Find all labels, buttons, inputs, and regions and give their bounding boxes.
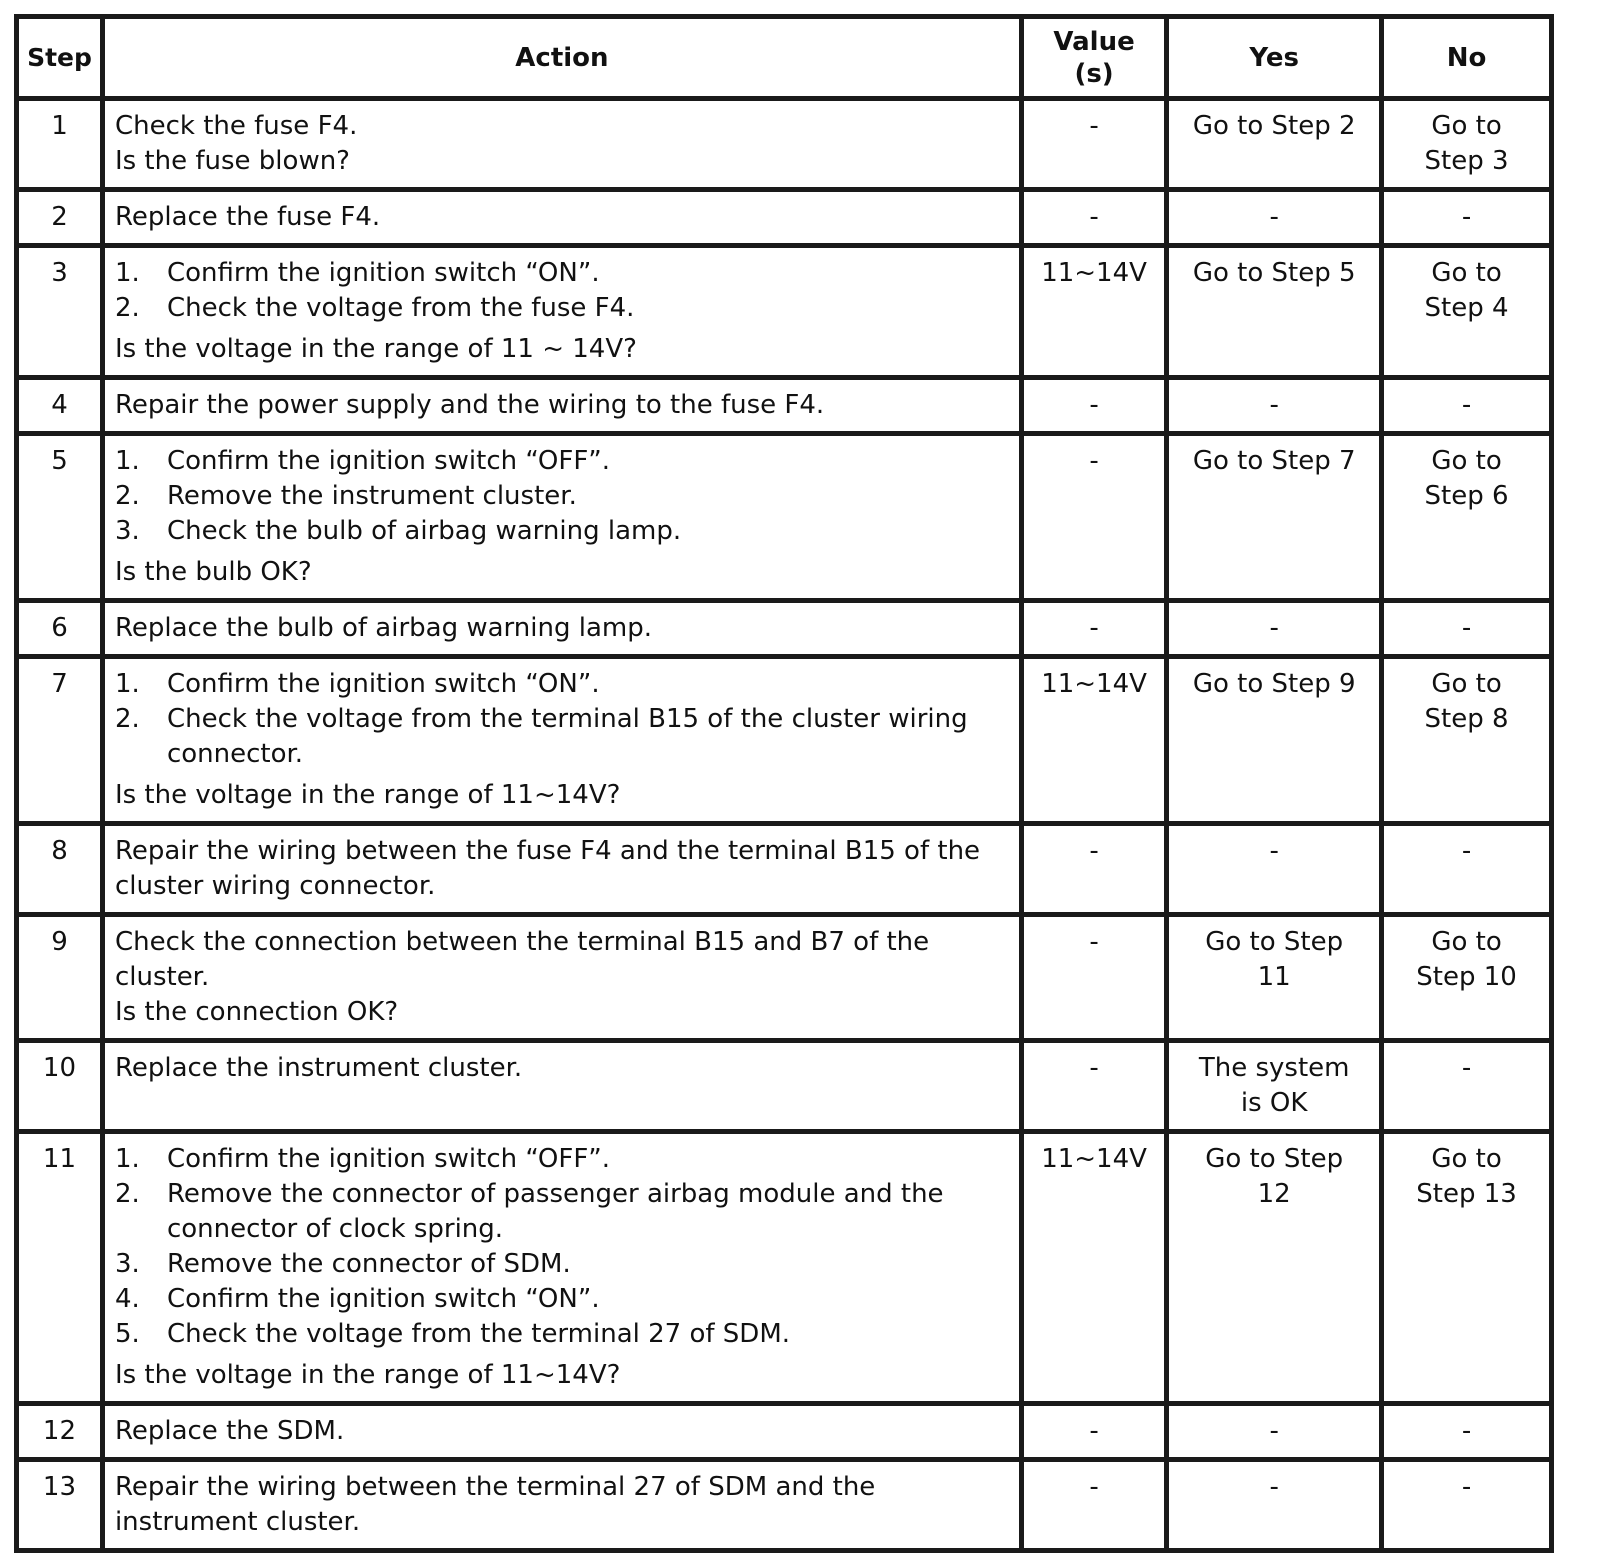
action-cell xyxy=(102,1404,1021,1460)
action-cell xyxy=(102,246,1021,378)
header-row xyxy=(17,17,1552,99)
action-step-number: 1. xyxy=(114,1144,140,1174)
action-step-text: Confirm the ignition switch “ON”. xyxy=(166,258,600,288)
step-number: 7 xyxy=(17,657,103,824)
step-number: 5 xyxy=(17,434,103,601)
action-step-number: 2. xyxy=(114,1179,140,1209)
action-step-item xyxy=(115,1282,1009,1317)
action-step-item xyxy=(115,1247,1009,1282)
action-step-item xyxy=(115,702,1009,772)
action-text: Repair the power supply and the wiring to the fuse F4. xyxy=(114,390,825,420)
header-yes: Yes xyxy=(1167,17,1382,99)
yes-cell: - xyxy=(1167,601,1382,657)
action-cell xyxy=(102,190,1021,246)
no-cell: - xyxy=(1382,1404,1552,1460)
table-body xyxy=(17,99,1552,1551)
value-cell: - xyxy=(1021,601,1166,657)
action-step-item xyxy=(115,479,1009,514)
yes-cell: Go to Step 5 xyxy=(1167,246,1382,378)
step-number: 12 xyxy=(17,1404,103,1460)
action-step-item xyxy=(115,1142,1009,1177)
action-step-number: 2. xyxy=(114,704,140,734)
action-step-item xyxy=(115,1317,1009,1352)
action-step-text: Check the voltage from the terminal 27 of SDM. xyxy=(166,1319,791,1349)
value-cell: 11~14V xyxy=(1021,657,1166,824)
action-text: Repair the wiring between the fuse F4 and the terminal B15 of the cluster wiring connector. xyxy=(114,836,981,901)
yes-cell: - xyxy=(1167,378,1382,434)
step-number: 11 xyxy=(17,1132,103,1404)
yes-cell: - xyxy=(1167,190,1382,246)
yes-cell: - xyxy=(1167,824,1382,915)
action-text: Replace the fuse F4. xyxy=(114,202,381,232)
action-steps xyxy=(115,256,1009,326)
value-cell: 11~14V xyxy=(1021,1132,1166,1404)
table-row xyxy=(17,657,1552,824)
yes-cell: The system is OK xyxy=(1167,1041,1382,1132)
action-text: Replace the SDM. xyxy=(114,1416,345,1446)
action-steps xyxy=(115,667,1009,772)
yes-cell: Go to Step 2 xyxy=(1167,99,1382,190)
step-number: 6 xyxy=(17,601,103,657)
action-text: Is the connection OK? xyxy=(114,997,399,1027)
no-cell: - xyxy=(1382,824,1552,915)
value-cell: - xyxy=(1021,190,1166,246)
action-step-text: Check the voltage from the terminal B15 of the cluster wiring connector. xyxy=(166,704,968,769)
header-step: Step xyxy=(17,17,103,99)
no-cell: Go to Step 3 xyxy=(1382,99,1552,190)
action-steps xyxy=(115,1142,1009,1352)
action-step-number: 5. xyxy=(114,1319,140,1349)
no-cell: Go to Step 13 xyxy=(1382,1132,1552,1404)
action-cell xyxy=(102,915,1021,1041)
value-cell: - xyxy=(1021,1404,1166,1460)
value-cell: - xyxy=(1021,915,1166,1041)
action-step-item xyxy=(115,1177,1009,1247)
header-no: No xyxy=(1382,17,1552,99)
action-step-text: Confirm the ignition switch “OFF”. xyxy=(166,1144,611,1174)
step-number: 10 xyxy=(17,1041,103,1132)
no-cell: Go to Step 10 xyxy=(1382,915,1552,1041)
action-question: Is the voltage in the range of 11~14V? xyxy=(114,1360,621,1390)
no-cell: - xyxy=(1382,190,1552,246)
table-row xyxy=(17,601,1552,657)
step-number: 3 xyxy=(17,246,103,378)
action-step-number: 3. xyxy=(114,1249,140,1279)
action-step-item xyxy=(115,256,1009,291)
action-cell xyxy=(102,1132,1021,1404)
action-step-item xyxy=(115,291,1009,326)
action-step-text: Confirm the ignition switch “OFF”. xyxy=(166,446,611,476)
action-step-text: Remove the connector of SDM. xyxy=(166,1249,571,1279)
action-step-number: 1. xyxy=(114,446,140,476)
step-number: 13 xyxy=(17,1460,103,1551)
action-step-number: 1. xyxy=(114,669,140,699)
value-cell: 11~14V xyxy=(1021,246,1166,378)
yes-cell: - xyxy=(1167,1460,1382,1551)
no-cell: - xyxy=(1382,1041,1552,1132)
action-question: Is the voltage in the range of 11~14V? xyxy=(114,780,621,810)
action-step-text: Confirm the ignition switch “ON”. xyxy=(166,669,600,699)
table-row xyxy=(17,434,1552,601)
action-text: Check the fuse F4. xyxy=(114,111,358,141)
step-number: 2 xyxy=(17,190,103,246)
action-text: Replace the bulb of airbag warning lamp. xyxy=(114,613,652,643)
table-row xyxy=(17,1404,1552,1460)
table-row xyxy=(17,99,1552,190)
action-text: Replace the instrument cluster. xyxy=(114,1053,523,1083)
action-cell xyxy=(102,1041,1021,1132)
action-cell xyxy=(102,824,1021,915)
no-cell: - xyxy=(1382,601,1552,657)
step-number: 9 xyxy=(17,915,103,1041)
action-cell xyxy=(102,99,1021,190)
table-row xyxy=(17,1041,1552,1132)
step-number: 8 xyxy=(17,824,103,915)
action-step-number: 2. xyxy=(114,481,140,511)
no-cell: Go to Step 4 xyxy=(1382,246,1552,378)
no-cell: Go to Step 8 xyxy=(1382,657,1552,824)
yes-cell: Go to Step 12 xyxy=(1167,1132,1382,1404)
action-text: Repair the wiring between the terminal 27 of SDM and the instrument cluster. xyxy=(114,1472,876,1537)
action-cell xyxy=(102,434,1021,601)
no-cell: - xyxy=(1382,378,1552,434)
header-action: Action xyxy=(102,17,1021,99)
action-question: Is the bulb OK? xyxy=(114,557,312,587)
action-step-number: 1. xyxy=(114,258,140,288)
table-row xyxy=(17,1132,1552,1404)
table-row xyxy=(17,190,1552,246)
no-cell: Go to Step 6 xyxy=(1382,434,1552,601)
header-value: Value (s) xyxy=(1021,17,1166,99)
yes-cell: Go to Step 7 xyxy=(1167,434,1382,601)
action-step-item xyxy=(115,444,1009,479)
action-text: Is the fuse blown? xyxy=(114,146,350,176)
table-row xyxy=(17,915,1552,1041)
action-cell xyxy=(102,601,1021,657)
action-step-number: 3. xyxy=(114,516,140,546)
action-cell xyxy=(102,657,1021,824)
action-cell xyxy=(102,378,1021,434)
value-cell: - xyxy=(1021,824,1166,915)
no-cell: - xyxy=(1382,1460,1552,1551)
table-row xyxy=(17,824,1552,915)
action-step-item xyxy=(115,514,1009,549)
step-number: 4 xyxy=(17,378,103,434)
table-row xyxy=(17,1460,1552,1551)
action-step-text: Confirm the ignition switch “ON”. xyxy=(166,1284,600,1314)
value-cell: - xyxy=(1021,378,1166,434)
table-row xyxy=(17,246,1552,378)
action-step-number: 2. xyxy=(114,293,140,323)
action-cell xyxy=(102,1460,1021,1551)
diagnostic-table xyxy=(14,14,1554,1553)
value-cell: - xyxy=(1021,1460,1166,1551)
action-step-text: Remove the connector of passenger airbag module and the connector of clock spring. xyxy=(166,1179,944,1244)
step-number: 1 xyxy=(17,99,103,190)
action-step-item xyxy=(115,667,1009,702)
action-step-text: Check the voltage from the fuse F4. xyxy=(166,293,635,323)
value-cell: - xyxy=(1021,99,1166,190)
action-step-text: Remove the instrument cluster. xyxy=(166,481,577,511)
yes-cell: - xyxy=(1167,1404,1382,1460)
action-question: Is the voltage in the range of 11 ~ 14V? xyxy=(114,334,637,364)
yes-cell: Go to Step 11 xyxy=(1167,915,1382,1041)
value-cell: - xyxy=(1021,434,1166,601)
value-cell: - xyxy=(1021,1041,1166,1132)
action-steps xyxy=(115,444,1009,549)
action-text: Check the connection between the terminal B15 and B7 of the cluster. xyxy=(114,927,930,992)
action-step-text: Check the bulb of airbag warning lamp. xyxy=(166,516,682,546)
yes-cell: Go to Step 9 xyxy=(1167,657,1382,824)
table-row xyxy=(17,378,1552,434)
action-step-number: 4. xyxy=(114,1284,140,1314)
